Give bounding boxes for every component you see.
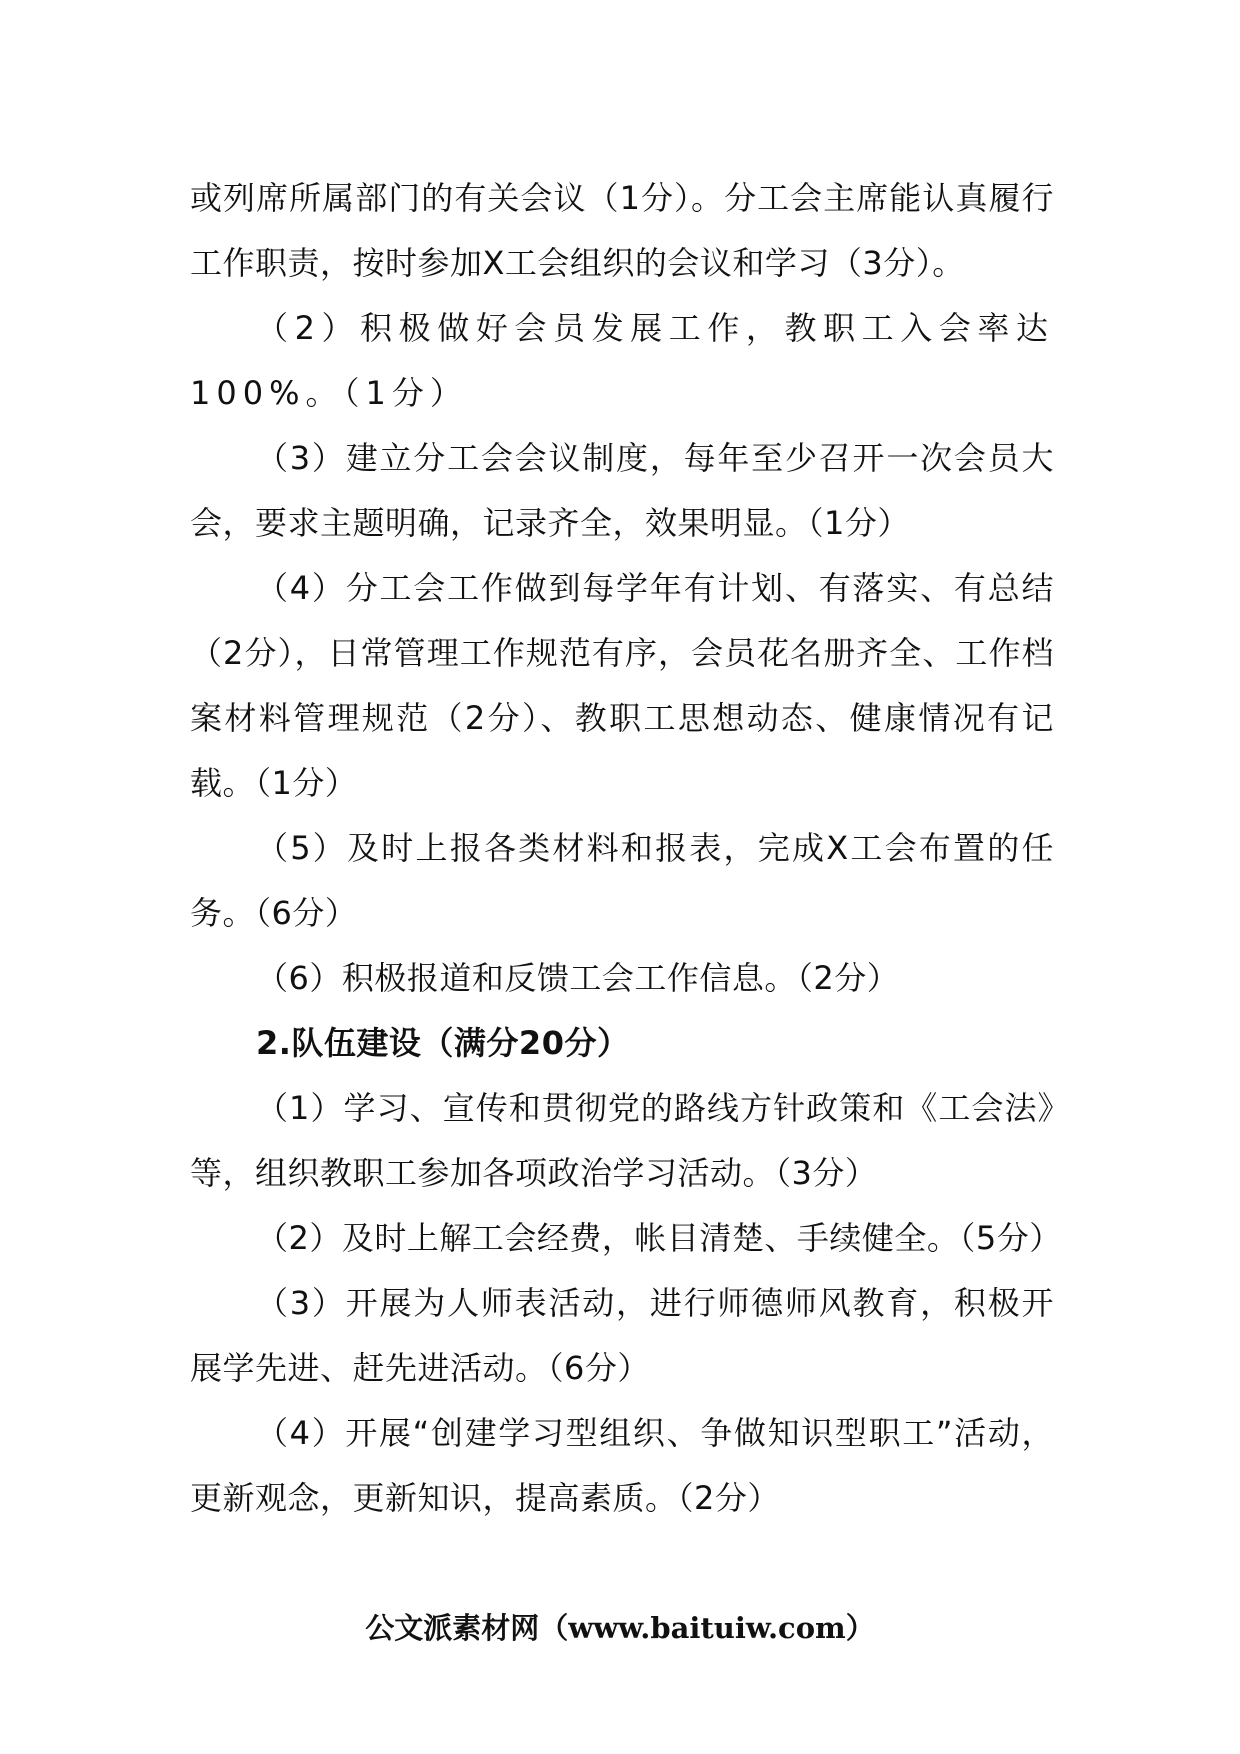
paragraph-continuation: 或列席所属部门的有关会议（1分）。分工会主席能认真履行工作职责，按时参加X工会组织的会议和学习（3分）。 bbox=[190, 179, 1054, 282]
paragraph-item-2: （2）积极做好会员发展工作，教职工入会率达100%。（1分） bbox=[190, 309, 1054, 412]
paragraph-item-4: （4）分工会工作做到每学年有计划、有落实、有总结（2分），日常管理工作规范有序，会员花名册齐全、工作档案材料管理规范（2分）、教职工思想动态、健康情况有记载。（1分） bbox=[190, 569, 1054, 802]
paragraph-team-item-3: （3）开展为人师表活动，进行师德师风教育，积极开展学先进、赶先进活动。（6分） bbox=[190, 1284, 1054, 1387]
paragraph-team-item-2: （2）及时上解工会经费，帐目清楚、手续健全。（5分） bbox=[256, 1219, 1062, 1257]
paragraph-item-5: （5）及时上报各类材料和报表，完成X工会布置的任务。（6分） bbox=[190, 829, 1054, 932]
paragraph-item-3: （3）建立分工会会议制度，每年至少召开一次会员大会，要求主题明确，记录齐全，效果明显。（1分） bbox=[190, 439, 1054, 542]
paragraph-team-item-4: （4）开展“创建学习型组织、争做知识型职工”活动，更新观念，更新知识，提高素质。（2分） bbox=[190, 1414, 1054, 1517]
paragraph-team-item-1: （1）学习、宣传和贯彻党的路线方针政策和《工会法》等，组织教职工参加各项政治学习活动。（3分） bbox=[190, 1089, 1054, 1192]
document-body bbox=[190, 166, 1062, 1531]
paragraph-item-6: （6）积极报道和反馈工会工作信息。（2分） bbox=[256, 959, 900, 997]
footer-watermark: 公文派素材网（www.baituiw.com） bbox=[365, 1611, 875, 1645]
section-heading: 2.队伍建设（满分20分） bbox=[256, 1024, 630, 1062]
